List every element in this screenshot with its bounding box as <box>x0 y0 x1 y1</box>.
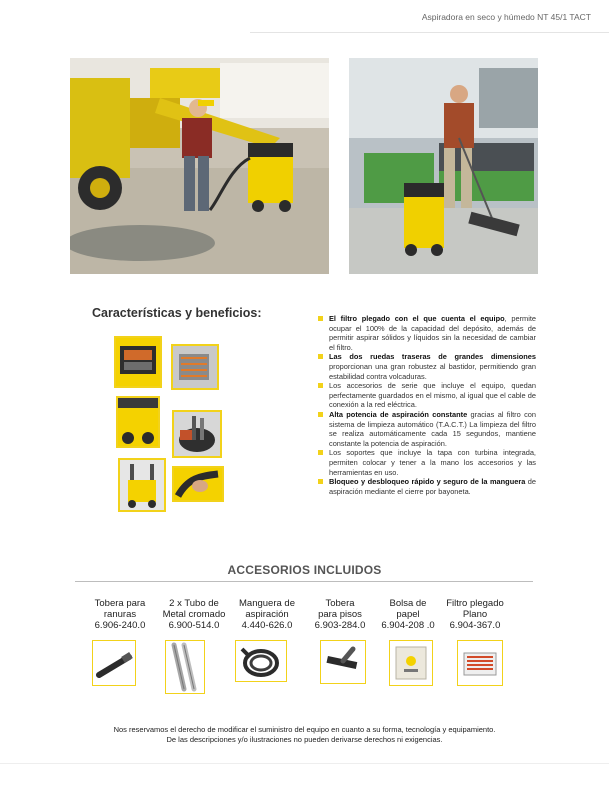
footer-disclaimer <box>0 725 609 745</box>
thumb-bayonet-lock <box>172 466 224 502</box>
bullet-icon <box>318 479 323 484</box>
feature-text: gracias al filtro con sistema de limpieza automático (T.A.C.T.) La limpieza del filtro se realiza automáticamente cada 15 segundos, mantiene constante la potencia de aspiración. <box>329 409 536 448</box>
feature-item <box>318 477 536 496</box>
accessory-name: Bolsa de <box>389 598 427 609</box>
feature-text: de aspiración mediante el cierre por bayoneta. <box>329 477 536 496</box>
header-divider <box>250 32 609 33</box>
feature-item <box>318 314 536 352</box>
crevice-nozzle-icon <box>92 640 136 686</box>
features-title: Características y beneficios: <box>92 306 262 320</box>
header-title: Aspiradora en seco y húmedo NT 45/1 TACT <box>421 12 591 22</box>
feature-text: Los soportes que incluye la tapa con turbina integrada, permiten colocar y tener a la mano los accesorios y las herramientas en uso. <box>329 448 536 477</box>
accessory-name: Filtro plegado <box>446 598 504 609</box>
feature-highlight: El filtro plegado con el que cuenta el equipo <box>329 314 505 323</box>
photo-industrial-use <box>70 58 329 274</box>
footer-line: De las descripciones y/o ilustraciones no pueden derivarse derechos ni exigencias. <box>166 735 443 744</box>
metal-tube-icon <box>165 640 205 694</box>
bullet-icon <box>318 316 323 321</box>
feature-item <box>318 381 536 410</box>
accessory-name: Manguera de <box>239 598 295 609</box>
accessory-name: 2 x Tubo de <box>169 598 219 609</box>
thumb-chassis <box>118 458 166 512</box>
accessory-name: papel <box>396 609 420 620</box>
accessory-name: Tobera para <box>94 598 146 609</box>
accessory-code: 6.903-284.0 <box>314 620 366 631</box>
accessory-code: 6.904-367.0 <box>449 620 501 631</box>
thumb-pleated-filter <box>171 344 219 390</box>
accessory-name: ranuras <box>103 609 137 620</box>
bullet-icon <box>318 383 323 388</box>
feature-text: Los accesorios de serie que incluye el equipo, quedan perfectamente guardados en el mismo, al igual que el cable de conexión a la red eléctrica. <box>329 381 536 410</box>
feature-highlight: Bloqueo y desbloqueo rápido y seguro de la manguera <box>329 477 526 487</box>
bullet-icon <box>318 450 323 455</box>
feature-highlight: Alta potencia de aspiración constante <box>329 409 468 419</box>
accessory-crevice-nozzle <box>80 598 160 631</box>
thumb-rear-wheels <box>116 396 160 448</box>
accessory-code: 6.906-240.0 <box>94 620 146 631</box>
thumb-accessory-storage <box>114 336 162 388</box>
accessory-name: Plano <box>462 609 488 620</box>
feature-item <box>318 448 536 477</box>
accessories-title: ACCESORIOS INCLUIDOS <box>227 563 382 577</box>
accessory-code: 6.904-208 .0 <box>381 620 435 631</box>
features-list <box>318 314 536 496</box>
accessory-metal-tube <box>154 598 234 631</box>
paper-bag-icon <box>389 640 433 686</box>
floor-nozzle-icon <box>320 640 366 684</box>
feature-highlight: Las dos ruedas traseras de grandes dimensiones <box>329 352 536 362</box>
thumb-tool-holder <box>172 410 222 458</box>
feature-item <box>318 352 536 381</box>
accessory-flat-filter <box>435 598 515 631</box>
bullet-icon <box>318 354 323 359</box>
accessory-hose <box>227 598 307 631</box>
feature-text: proporcionan una gran robustez al bastidor, permitiendo gran estabilidad contra volcaduras. <box>329 361 536 381</box>
accessory-name: aspiración <box>245 609 289 620</box>
feature-text: , permite ocupar el 100% de la capacidad del depósito, además de permitir aspirar sólidos y líquidos sin la necesidad de cambiar el filtro. <box>329 314 536 352</box>
feature-item <box>318 410 536 448</box>
accessory-code: 6.900-514.0 <box>168 620 220 631</box>
footer-line: Nos reservamos el derecho de modificar el suministro del equipo en cuanto a su forma, tecnología y equipamiento. <box>113 725 496 734</box>
accessory-code: 4.440-626.0 <box>241 620 293 631</box>
accessory-name: Tobera <box>325 598 355 609</box>
hose-icon <box>235 640 287 682</box>
photo-workshop-use <box>349 58 538 274</box>
accessory-name: Metal cromado <box>162 609 226 620</box>
bullet-icon <box>318 412 323 417</box>
accessory-name: para pisos <box>318 609 362 620</box>
accessories-divider <box>75 581 533 582</box>
flat-pleated-filter-icon <box>457 640 503 686</box>
footer-divider <box>0 763 609 764</box>
